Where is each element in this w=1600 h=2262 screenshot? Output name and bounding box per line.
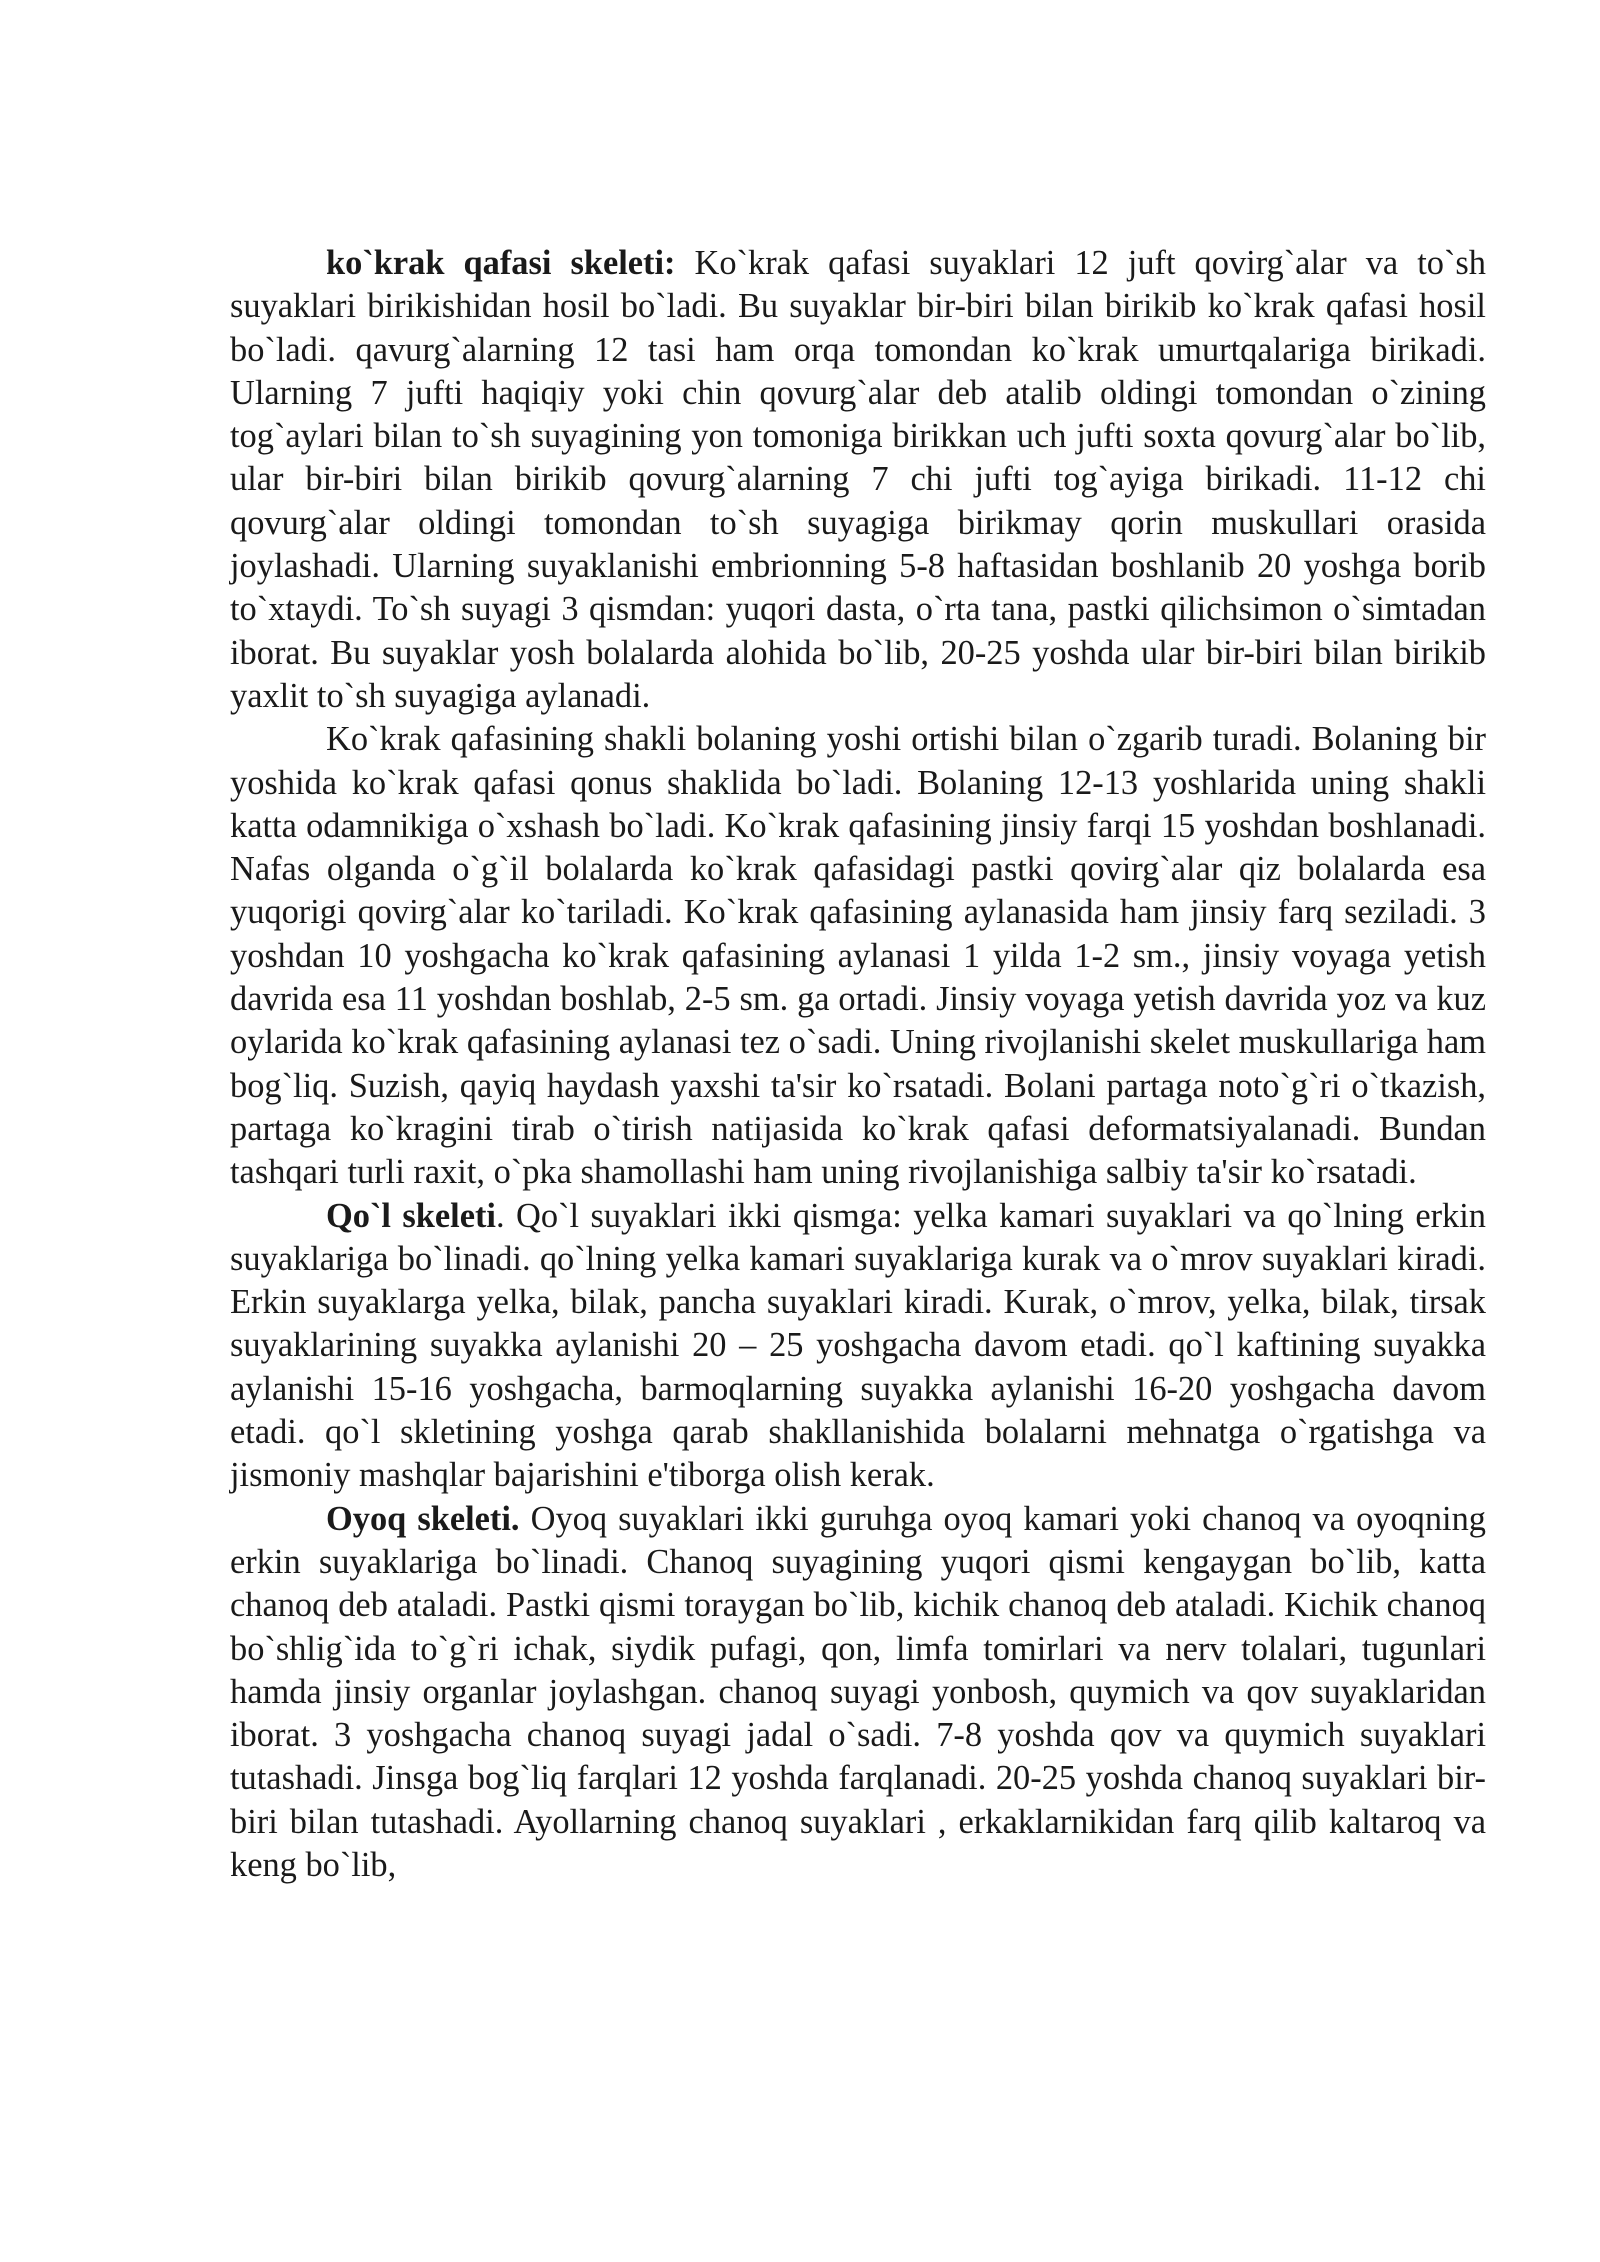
paragraph-chest-development bbox=[230, 718, 1486, 1194]
heading-chest-skeleton: ko`krak qafasi skeleti: bbox=[326, 244, 676, 282]
paragraph-leg-skeleton bbox=[230, 1498, 1486, 1888]
paragraph-text: Oyoq suyaklari ikki guruhga oyoq kamari yoki chanoq va oyoqning erkin suyaklariga bo`linadi. Chanoq suyagining yuqori qismi kengaygan bo`lib, katta chanoq deb ataladi. Pastki qismi toraygan bo`lib, kichik chanoq deb ataladi. Kichik chanoq bo`shlig`ida to`g`ri ichak, siydik pufagi, qon, limfa tomirlari va nerv tolalari, tugunlari hamda jinsiy organlar joylashgan. chanoq suyagi yonbosh, quymich va qov suyaklaridan iborat. 3 yoshgacha chanoq suyagi jadal o`sadi. 7-8 yoshda qov va quymich suyaklari tutashadi. Jinsga bog`liq farqlari 12 yoshda farqlanadi. 20-25 yoshda chanoq suyaklari bir-biri bilan tutashadi. Ayollarning chanoq suyaklari , erkaklarnikidan farq qilib kaltaroq va keng bo`lib, bbox=[230, 1499, 1486, 1884]
paragraph-text: . Qo`l suyaklari ikki qismga: yelka kamari suyaklari va qo`lning erkin suyaklariga bo`linadi. qo`lning yelka kamari suyaklariga kurak va o`mrov suyaklari kiradi. Erkin suyaklarga yelka, bilak, pancha suyaklari kiradi. Kurak, o`mrov, yelka, bilak, tirsak suyaklarining suyakka aylanishi 20 – 25 yoshgacha davom etadi. qo`l kaftining suyakka aylanishi 15-16 yoshgacha, barmoqlarning suyakka aylanishi 16-20 yoshgacha davom etadi. qo`l skletining yoshga qarab shakllanishida bolalarni mehnatga o`rgatishga va jismoniy mashqlar bajarishini e'tiborga olish kerak. bbox=[230, 1196, 1486, 1495]
paragraph-text: Ko`krak qafasi suyaklari 12 juft qovirg`alar va to`sh suyaklari birikishidan hosil bo`ladi. Bu suyaklar bir-biri bilan birikib ko`krak qafasi hosil bo`ladi. qavurg`alarning 12 tasi ham orqa tomondan ko`krak umurtqalariga birikadi. Ularning 7 jufti haqiqiy yoki chin qovurg`alar deb atalib oldingi tomondan o`zining tog`aylari bilan to`sh suyagining yon tomoniga birikkan uch jufti soxta qovurg`alar bo`lib, ular bir-biri bilan birikib qovurg`alarning 7 chi jufti tog`ayiga birikadi. 11-12 chi qovurg`alar oldingi tomondan to`sh suyagiga birikmay qorin muskullari orasida joylashadi. Ularning suyaklanishi embrionning 5-8 haftasidan boshlanib 20 yoshga borib to`xtaydi. To`sh suyagi 3 qismdan: yuqori dasta, o`rta tana, pastki qilichsimon o`simtadan iborat. Bu suyaklar yosh bolalarda alohida bo`lib, 20-25 yoshda ular bir-biri bilan birikib yaxlit to`sh suyagiga aylanadi. bbox=[230, 244, 1486, 715]
heading-leg-skeleton: Oyoq skeleti. bbox=[326, 1499, 520, 1538]
paragraph-arm-skeleton bbox=[230, 1195, 1486, 1498]
heading-arm-skeleton: Qo`l skeleti bbox=[326, 1196, 496, 1235]
paragraph-chest-skeleton bbox=[230, 242, 1486, 718]
document-page bbox=[230, 242, 1486, 1887]
paragraph-text: Ko`krak qafasining shakli bolaning yoshi ortishi bilan o`zgarib turadi. Bolaning bir yoshida ko`krak qafasi qonus shaklida bo`ladi. Bolaning 12-13 yoshlarida uning shakli katta odamnikiga o`xshash bo`ladi. Ko`krak qafasining jinsiy farqi 15 yoshdan boshlanadi. Nafas olganda o`g`il bolalarda ko`krak qafasidagi pastki qovirg`alar qiz bolalarda esa yuqorigi qovirg`alar ko`tariladi. Ko`krak qafasining aylanasida ham jinsiy farq seziladi. 3 yoshdan 10 yoshgacha ko`krak qafasining aylanasi 1 yilda 1-2 sm., jinsiy voyaga yetish davrida esa 11 yoshdan boshlab, 2-5 sm. ga ortadi. Jinsiy voyaga yetish davrida yoz va kuz oylarida ko`krak qafasining aylanasi tez o`sadi. Uning rivojlanishi skelet muskullariga ham bog`liq. Suzish, qayiq haydash yaxshi ta'sir ko`rsatadi. Bolani partaga noto`g`ri o`tkazish, partaga ko`kragini tirab o`tirish natijasida ko`krak qafasi deformatsiyalanadi. Bundan tashqari turli raxit, o`pka shamollashi ham uning rivojlanishiga salbiy ta'sir ko`rsatadi. bbox=[230, 720, 1486, 1192]
